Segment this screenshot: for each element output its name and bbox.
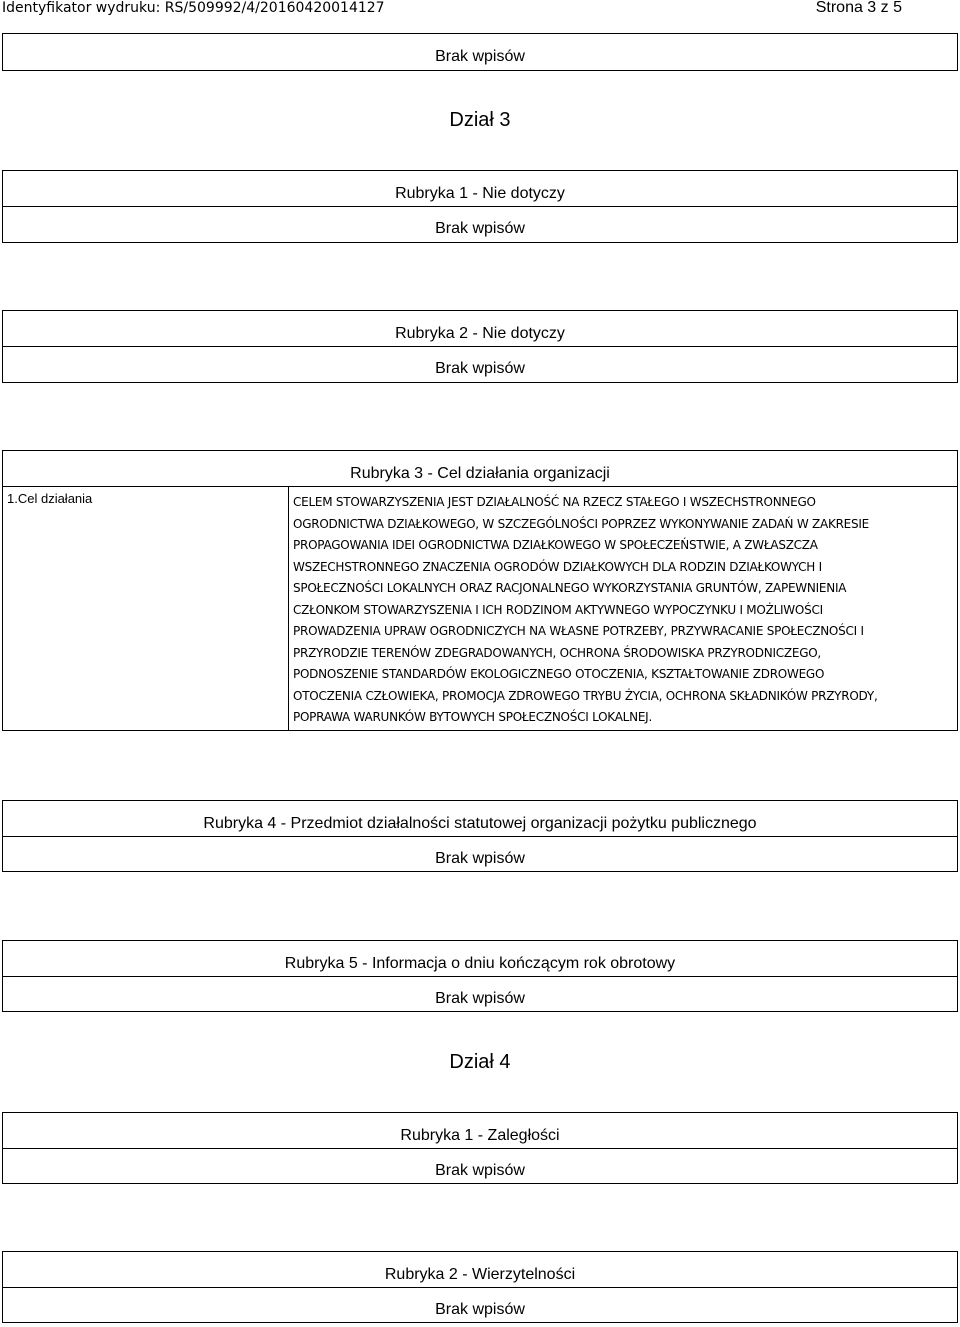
dzial-3-rubryka-2-box bbox=[2, 310, 958, 383]
dzial-3-rubryka-1-entry: Brak wpisów bbox=[435, 220, 525, 237]
page-number: Strona 3 z 5 bbox=[815, 0, 902, 16]
dzial-3-rubryka-4-box bbox=[2, 800, 958, 872]
dzial-4-title: Dział 4 bbox=[449, 1051, 511, 1073]
top-rubryka-entry: Brak wpisów bbox=[435, 48, 525, 65]
top-rubryka-box bbox=[2, 33, 958, 71]
dzial-4-rubryka-2-title: Rubryka 2 - Wierzytelności bbox=[384, 1266, 576, 1283]
dzial-4-rubryka-2-divider bbox=[3, 1287, 957, 1288]
dzial-4-rubryka-1-entry: Brak wpisów bbox=[435, 1162, 525, 1179]
dzial-4-rubryka-2-entry: Brak wpisów bbox=[435, 1301, 525, 1318]
cel-dzialania-line: PROWADZENIA UPRAW OGRODNICZYCH NA WŁASNE POTRZEBY, PRZYWRACANIE SPOŁECZNOŚCI I bbox=[293, 624, 864, 638]
cel-dzialania-line: SPOŁECZNOŚCI LOKALNYCH ORAZ RACJONALNEGO WYKORZYSTANIA GRUNTÓW, ZAPEWNIENIA bbox=[293, 581, 847, 595]
dzial-3-rubryka-5-box bbox=[2, 940, 958, 1012]
cel-dzialania-line: OTOCZENIA CZŁOWIEKA, PROMOCJA ZDROWEGO TRYBU ŻYCIA, OCHRONA SKŁADNIKÓW PRZYRODY, bbox=[293, 688, 878, 703]
dzial-3-rubryka-4-divider bbox=[3, 836, 957, 837]
dzial-3-rubryka-2-entry: Brak wpisów bbox=[435, 360, 525, 377]
cel-dzialania-line: POPRAWA WARUNKÓW BYTOWYCH SPOŁECZNOŚCI LOKALNEJ. bbox=[293, 710, 653, 724]
dzial-4-rubryka-2-box bbox=[2, 1251, 958, 1323]
dzial-3-rubryka-1-box bbox=[2, 170, 958, 243]
cel-dzialania-line: PROPAGOWANIA IDEI OGRODNICTWA DZIAŁKOWEGO W SPOŁECZEŃSTWIE, A ZWŁASZCZA bbox=[293, 538, 818, 552]
cel-dzialania-line: PRZYRODZIE TERENÓW ZDEGRADOWANYCH, OCHRONA ŚRODOWISKA PRZYRODNICZEGO, bbox=[293, 645, 821, 660]
cel-dzialania-line: CELEM STOWARZYSZENIA JEST DZIAŁALNOŚĆ NA RZECZ STAŁEGO I WSZECHSTRONNEGO bbox=[293, 495, 816, 509]
dzial-3-rubryka-5-divider bbox=[3, 976, 957, 977]
cel-dzialania-value bbox=[293, 492, 955, 729]
dzial-3-rubryka-3-title: Rubryka 3 - Cel działania organizacji bbox=[350, 465, 610, 482]
dzial-4-rubryka-1-box bbox=[2, 1112, 958, 1184]
cel-dzialania-label: 1.Cel działania bbox=[7, 491, 93, 506]
cel-dzialania-separator bbox=[288, 486, 289, 730]
print-identifier: Identyfikator wydruku: RS/509992/4/20160420014127 bbox=[2, 0, 385, 16]
dzial-3-rubryka-5-title: Rubryka 5 - Informacja o dniu kończącym rok obrotowy bbox=[284, 955, 676, 972]
cel-dzialania-line: PODNOSZENIE STANDARDÓW EKOLOGICZNEGO OTOCZENIA, KSZTAŁTOWANIE ZDROWEGO bbox=[293, 667, 825, 681]
dzial-3-rubryka-5-entry: Brak wpisów bbox=[435, 990, 525, 1007]
dzial-4-rubryka-1-divider bbox=[3, 1148, 957, 1149]
dzial-3-rubryka-4-entry: Brak wpisów bbox=[435, 850, 525, 867]
dzial-4-rubryka-1-title: Rubryka 1 - Zaległości bbox=[400, 1127, 560, 1144]
dzial-3-rubryka-1-divider bbox=[3, 206, 957, 207]
dzial-3-rubryka-2-title: Rubryka 2 - Nie dotyczy bbox=[395, 325, 565, 342]
dzial-3-rubryka-4-title: Rubryka 4 - Przedmiot działalności statutowej organizacji pożytku publicznego bbox=[203, 815, 757, 832]
dzial-3-rubryka-1-title: Rubryka 1 - Nie dotyczy bbox=[395, 185, 565, 202]
cel-dzialania-line: CZŁONKOM STOWARZYSZENIA I ICH RODZINOM AKTYWNEGO WYPOCZYNKU I MOŻLIWOŚCI bbox=[293, 602, 823, 617]
dzial-3-rubryka-2-divider bbox=[3, 346, 957, 347]
dzial-3-rubryka-3-divider bbox=[3, 486, 957, 487]
cel-dzialania-line: OGRODNICTWA DZIAŁKOWEGO, W SZCZEGÓLNOŚCI POPRZEZ WYKONYWANIE ZADAŃ W ZAKRESIE bbox=[293, 516, 869, 531]
cel-dzialania-line: WSZECHSTRONNEGO ZNACZENIA OGRODÓW DZIAŁKOWYCH DLA RODZIN DZIAŁKOWYCH I bbox=[293, 559, 822, 574]
dzial-3-rubryka-3-box bbox=[2, 450, 958, 731]
dzial-3-title: Dział 3 bbox=[449, 109, 511, 131]
